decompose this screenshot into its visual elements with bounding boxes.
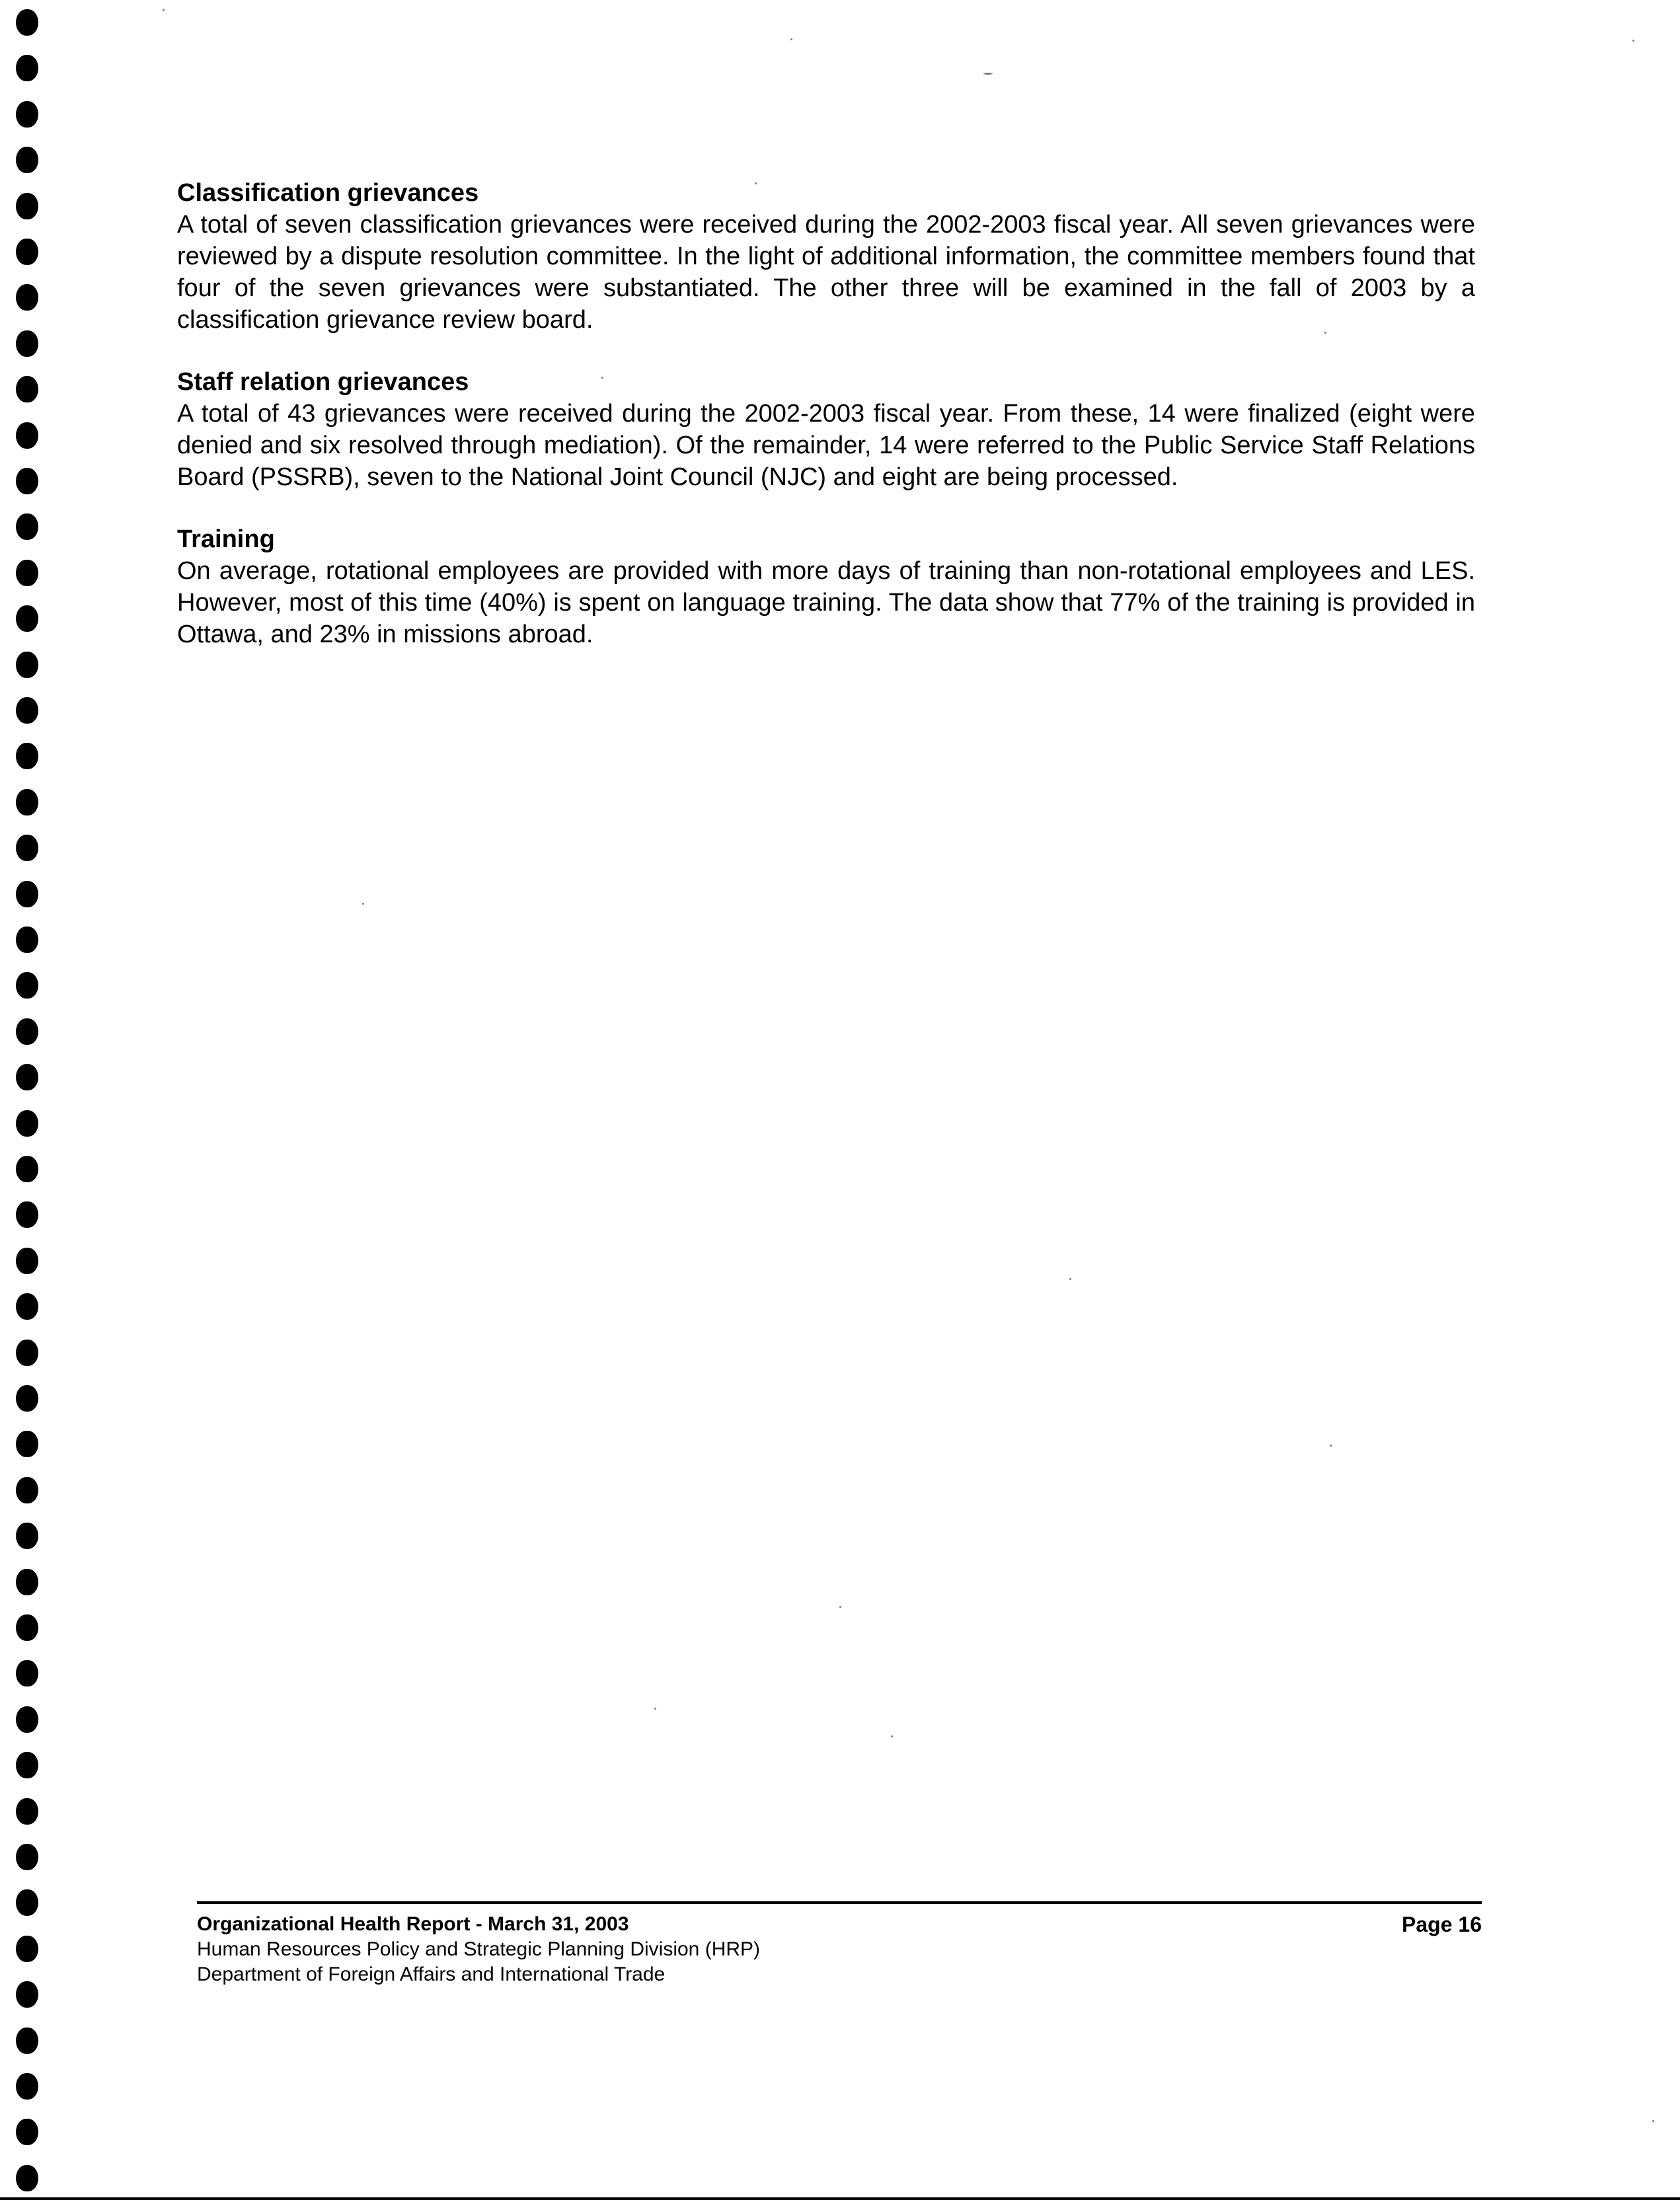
scan-speck	[1324, 332, 1326, 334]
binding-hole	[16, 1385, 38, 1412]
binding-hole	[16, 697, 38, 724]
binding-hole	[16, 1248, 38, 1274]
binding-hole	[16, 1706, 38, 1733]
binding-hole	[16, 605, 38, 632]
scan-speck	[1632, 40, 1634, 42]
section-paragraph: On average, rotational employees are provided with more days of training than non-rotational employees and LES. However, most of this time (40%) is spent on language training. The data show that 77% of the training is provided in Ottawa, and 23% in missions abroad.	[177, 557, 1475, 648]
binding-hole	[16, 1844, 38, 1870]
scan-speck	[755, 182, 757, 184]
scan-speck	[1069, 1278, 1071, 1280]
section-heading: Staff relation grievances	[177, 368, 469, 396]
binding-hole	[16, 330, 38, 357]
binding-hole	[16, 1477, 38, 1503]
binding-hole	[16, 2028, 38, 2054]
binding-hole	[16, 1936, 38, 1962]
footer-report-title: Organizational Health Report - March 31, 2003	[197, 1913, 629, 1935]
binding-hole	[16, 1340, 38, 1366]
binding-hole	[16, 789, 38, 816]
scan-speck	[163, 9, 165, 11]
section-staff-relation-grievances	[177, 366, 1475, 493]
binding-hole	[16, 1614, 38, 1641]
binding-hole	[16, 1569, 38, 1595]
scan-bottom-edge	[0, 2197, 1680, 2200]
footer-department: Department of Foreign Affairs and International Trade	[197, 1963, 666, 1985]
binding-hole	[16, 422, 38, 449]
binding-hole	[16, 1156, 38, 1182]
binding-hole	[16, 2119, 38, 2145]
section-paragraph: A total of seven classification grievances were received during the 2002-2003 fiscal year. All seven grievances were reviewed by a dispute resolution committee. In the light of additional information, the committee members found that four of the seven grievances were substantiated. The other three will be examined in the fall of 2003 by a classification grievance review board.	[177, 211, 1475, 334]
binding-hole	[16, 972, 38, 999]
binding-hole	[16, 652, 38, 678]
binding-hole	[16, 835, 38, 861]
binding-hole	[16, 1064, 38, 1090]
binding-hole	[16, 743, 38, 769]
section-classification-grievances	[177, 177, 1475, 336]
scan-speck	[601, 377, 603, 379]
binding-hole	[16, 101, 38, 128]
binding-hole	[16, 239, 38, 265]
scan-speck	[839, 1606, 841, 1608]
scan-speck	[790, 38, 792, 40]
binding-hole	[16, 147, 38, 173]
scan-speck	[1330, 1445, 1332, 1447]
page-footer	[197, 1901, 1482, 1987]
section-paragraph: A total of 43 grievances were received during the 2002-2003 fiscal year. From these, 14 were finalized (eight were denied and six resolved through mediation). Of the remainder, 14 were referred to the Public Service Staff Relations Board (PSSRB), seven to the National Joint Council (NJC) and eight are being processed.	[177, 400, 1475, 491]
binding-hole	[16, 2165, 38, 2191]
binding-hole	[16, 927, 38, 953]
binding-hole	[16, 1660, 38, 1687]
binding-hole	[16, 1431, 38, 1457]
binding-hole	[16, 55, 38, 81]
scan-speck	[983, 73, 993, 75]
binding-hole	[16, 1889, 38, 1916]
document-body	[177, 177, 1475, 681]
binding-hole	[16, 1110, 38, 1137]
binding-hole	[16, 1293, 38, 1320]
binding-holes	[0, 0, 59, 2200]
binding-hole	[16, 881, 38, 907]
scan-speck	[1652, 2120, 1654, 2122]
binding-hole	[16, 193, 38, 219]
binding-hole	[16, 560, 38, 586]
footer-division: Human Resources Policy and Strategic Planning Division (HRP)	[197, 1938, 761, 1960]
binding-hole	[16, 376, 38, 402]
binding-hole	[16, 9, 38, 36]
binding-hole	[16, 1523, 38, 1549]
section-training	[177, 523, 1475, 650]
section-heading: Classification grievances	[177, 179, 479, 207]
binding-hole	[16, 284, 38, 311]
binding-hole	[16, 2073, 38, 2100]
page-number: Page 16	[1402, 1913, 1482, 1936]
binding-hole	[16, 1752, 38, 1778]
scan-speck	[891, 1735, 893, 1737]
binding-hole	[16, 513, 38, 540]
binding-hole	[16, 1201, 38, 1228]
section-heading: Training	[177, 525, 275, 553]
binding-hole	[16, 1018, 38, 1045]
scan-speck	[362, 903, 364, 905]
binding-hole	[16, 1798, 38, 1825]
scan-speck	[654, 1708, 656, 1710]
binding-hole	[16, 468, 38, 494]
binding-hole	[16, 1981, 38, 2008]
